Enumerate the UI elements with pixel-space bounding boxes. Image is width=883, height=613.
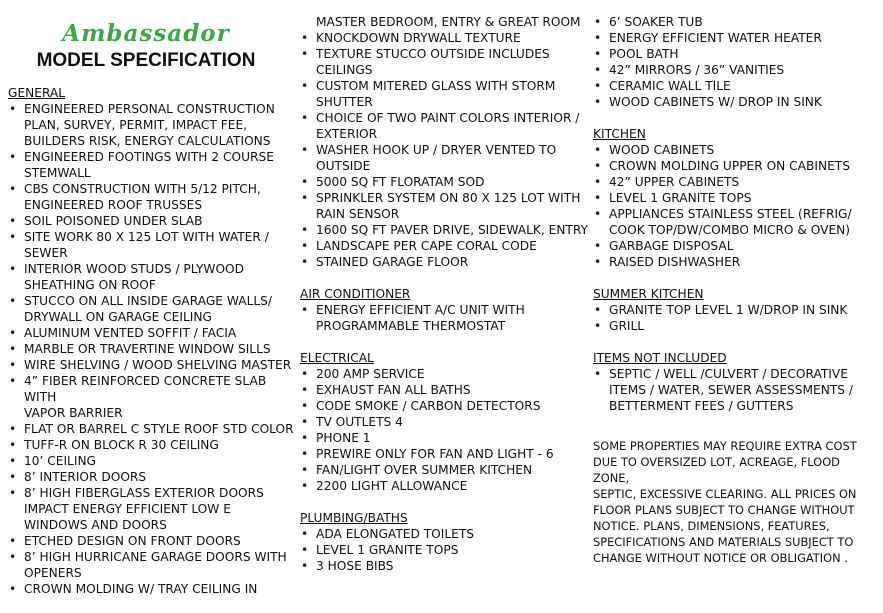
list-item: • CROWN MOLDING W/ TRAY CEILING IN (8, 581, 296, 597)
list-item: • 10’ CEILING (8, 453, 296, 469)
section-heading-electrical: ELECTRICAL (300, 351, 374, 365)
column-middle (300, 14, 588, 590)
list-item: • INTERIOR WOOD STUDS / PLYWOOD SHEATHING ON ROOF (8, 261, 296, 293)
list-item: • GRILL (593, 318, 879, 334)
section-heading-items-not-included: ITEMS NOT INCLUDED (593, 351, 727, 365)
list-item-continued: MASTER BEDROOM, ENTRY & GREAT ROOM (316, 15, 581, 29)
list-item: • ENERGY EFFICIENT WATER HEATER (593, 30, 879, 46)
plumbing-list-continued (593, 14, 879, 110)
list-item: • CERAMIC WALL TILE (593, 78, 879, 94)
section-general (8, 85, 296, 597)
list-item: • MARBLE OR TRAVERTINE WINDOW SILLS (8, 341, 296, 357)
list-item: • FAN/LIGHT OVER SUMMER KITCHEN (300, 462, 588, 478)
section-air-conditioner (300, 286, 588, 334)
list-item: • 8’ HIGH HURRICANE GARAGE DOORS WITH OPENERS (8, 549, 296, 581)
section-electrical (300, 350, 588, 494)
list-item: • 3 HOSE BIBS (300, 558, 588, 574)
list-item: • ADA ELONGATED TOILETS (300, 526, 588, 542)
list-item: • STUCCO ON ALL INSIDE GARAGE WALLS/ DRYWALL ON GARAGE CEILING (8, 293, 296, 325)
list-item: • 2200 LIGHT ALLOWANCE (300, 478, 588, 494)
list-item: • 8’ HIGH FIBERGLASS EXTERIOR DOORS IMPACT ENERGY EFFICIENT LOW E WINDOWS AND DOORS (8, 485, 296, 533)
list-item: • CUSTOM MITERED GLASS WITH STORM SHUTTER (300, 78, 588, 110)
summer-list (593, 302, 879, 334)
list-item: • WOOD CABINETS (593, 142, 879, 158)
list-item: • 5000 SQ FT FLORATAM SOD (300, 174, 588, 190)
list-item: • 1600 SQ FT PAVER DRIVE, SIDEWALK, ENTRY (300, 222, 588, 238)
excluded-list (593, 366, 879, 414)
brand-logo: Ambassador (62, 20, 230, 47)
list-item: • TEXTURE STUCCO OUTSIDE INCLUDES CEILINGS (300, 46, 588, 78)
list-item: • LEVEL 1 GRANITE TOPS (300, 542, 588, 558)
air-list (300, 302, 588, 334)
list-item: • EXHAUST FAN ALL BATHS (300, 382, 588, 398)
section-heading-summer-kitchen: SUMMER KITCHEN (593, 287, 704, 301)
list-item: • 8’ INTERIOR DOORS (8, 469, 296, 485)
list-item: • GRANITE TOP LEVEL 1 W/DROP IN SINK (593, 302, 879, 318)
section-plumbing (300, 510, 588, 574)
list-item: • CHOICE OF TWO PAINT COLORS INTERIOR / EXTERIOR (300, 110, 588, 142)
list-item: • PREWIRE ONLY FOR FAN AND LIGHT - 6 (300, 446, 588, 462)
section-kitchen (593, 126, 879, 270)
list-item: • CODE SMOKE / CARBON DETECTORS (300, 398, 588, 414)
section-heading-plumbing: PLUMBING/BATHS (300, 511, 408, 525)
kitchen-list (593, 142, 879, 270)
list-item: • ENERGY EFFICIENT A/C UNIT WITH PROGRAMMABLE THERMOSTAT (300, 302, 588, 334)
list-item: • PHONE 1 (300, 430, 588, 446)
section-heading-general: GENERAL (8, 86, 66, 100)
column-right (593, 14, 879, 566)
list-item: • ALUMINUM VENTED SOFFIT / FACIA (8, 325, 296, 341)
list-item: • KNOCKDOWN DRYWALL TEXTURE (300, 30, 588, 46)
list-item: • STAINED GARAGE FLOOR (300, 254, 588, 270)
disclaimer-text: SOME PROPERTIES MAY REQUIRE EXTRA COST DUE TO OVERSIZED LOT, ACREAGE, FLOOD ZONE, SEPTIC, EXCESSIVE CLEARING. ALL PRICES ON FLOOR PLANS SUBJECT TO CHANGE WITHOUT NOTICE. PLANS, DIMENSIONS, FEATURES, SPECIFICATIONS AND MATERIALS SUBJECT TO CHANGE WITHOUT NOTICE OR OBLIGATION . (593, 439, 857, 565)
list-item: • 6’ SOAKER TUB (593, 14, 879, 30)
section-heading-kitchen: KITCHEN (593, 127, 646, 141)
column-left (8, 0, 296, 613)
list-item: • FLAT OR BARREL C STYLE ROOF STD COLOR (8, 421, 296, 437)
list-item: • TV OUTLETS 4 (300, 414, 588, 430)
list-item: • GARBAGE DISPOSAL (593, 238, 879, 254)
list-item: • APPLIANCES STAINLESS STEEL (REFRIG/ COOK TOP/DW/COMBO MICRO & OVEN) (593, 206, 879, 238)
list-item: • LANDSCAPE PER CAPE CORAL CODE (300, 238, 588, 254)
section-summer-kitchen (593, 286, 879, 334)
list-item: • 4” FIBER REINFORCED CONCRETE SLAB WITH VAPOR BARRIER (8, 373, 296, 421)
list-item: • WASHER HOOK UP / DRYER VENTED TO OUTSIDE (300, 142, 588, 174)
list-item: • POOL BATH (593, 46, 879, 62)
list-item: • SITE WORK 80 X 125 LOT WITH WATER / SEWER (8, 229, 296, 261)
list-item: • ENGINEERED PERSONAL CONSTRUCTION PLAN, SURVEY, PERMIT, IMPACT FEE, BUILDERS RISK, ENERGY CALCULATIONS (8, 101, 296, 149)
list-item: • 200 AMP SERVICE (300, 366, 588, 382)
list-item: • WIRE SHELVING / WOOD SHELVING MASTER (8, 357, 296, 373)
list-item: • CROWN MOLDING UPPER ON CABINETS (593, 158, 879, 174)
page-title: MODEL SPECIFICATION (36, 50, 256, 71)
list-item: • TUFF-R ON BLOCK R 30 CEILING (8, 437, 296, 453)
electrical-list (300, 366, 588, 494)
general-list-continued (300, 14, 588, 270)
section-items-not-included (593, 350, 879, 414)
section-heading-air-conditioner: AIR CONDITIONER (300, 287, 411, 301)
list-item: • SPRINKLER SYSTEM ON 80 X 125 LOT WITH RAIN SENSOR (300, 190, 588, 222)
list-item: • SOIL POISONED UNDER SLAB (8, 213, 296, 229)
list-item: • CBS CONSTRUCTION WITH 5/12 PITCH, ENGINEERED ROOF TRUSSES (8, 181, 296, 213)
list-item: • LEVEL 1 GRANITE TOPS (593, 190, 879, 206)
list-item: • RAISED DISHWASHER (593, 254, 879, 270)
list-item: • ENGINEERED FOOTINGS WITH 2 COURSE STEMWALL (8, 149, 296, 181)
list-item: • SEPTIC / WELL /CULVERT / DECORATIVE ITEMS / WATER, SEWER ASSESSMENTS / BETTERMENT FEES / GUTTERS (593, 366, 879, 414)
list-item: • 42” UPPER CABINETS (593, 174, 879, 190)
list-item: • WOOD CABINETS W/ DROP IN SINK (593, 94, 879, 110)
plumbing-list (300, 526, 588, 574)
list-item: • ETCHED DESIGN ON FRONT DOORS (8, 533, 296, 549)
list-item: • 42” MIRRORS / 36” VANITIES (593, 62, 879, 78)
general-list (8, 101, 296, 597)
